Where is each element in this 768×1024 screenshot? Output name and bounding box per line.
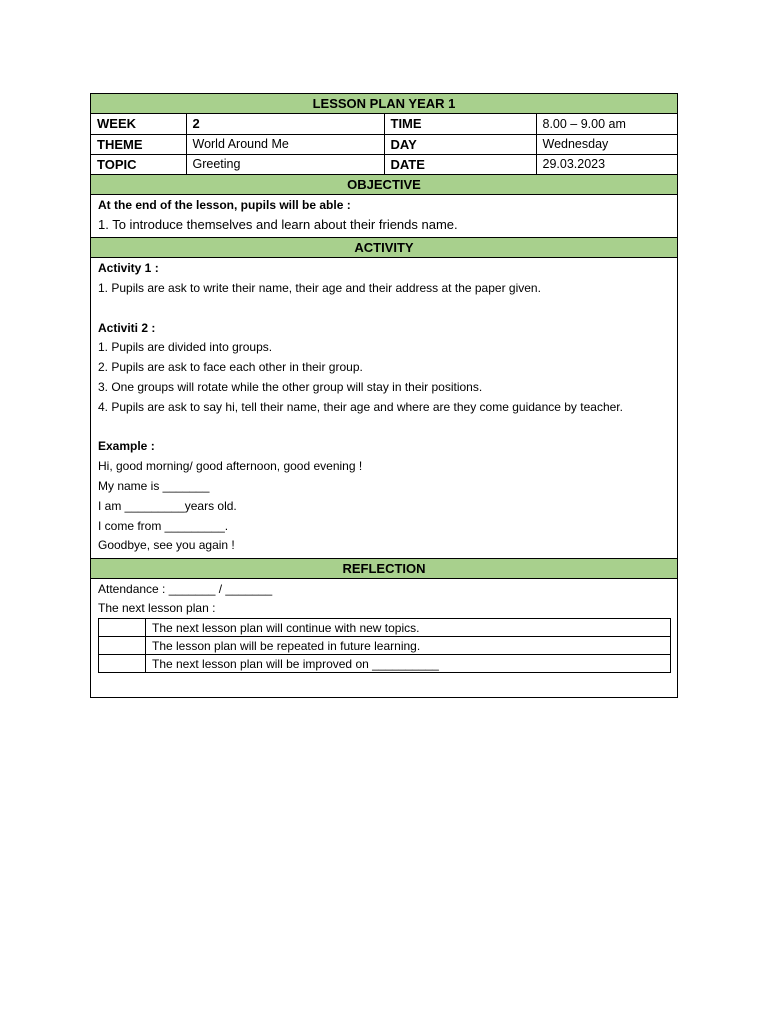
option-row [99,637,671,655]
example-line: I come from _________. [98,518,229,533]
activity-2-step: 2. Pupils are ask to face each other in their group. [98,360,363,375]
date-value: 29.03.2023 [536,154,678,174]
option-label: The next lesson plan will continue with new topics. [146,619,671,637]
activity-1-title: Activity 1 : [98,261,159,276]
week-value: 2 [186,114,384,134]
day-label: DAY [384,134,536,154]
option-checkbox[interactable] [99,637,146,655]
example-line: My name is _______ [98,479,210,494]
example-title: Example : [98,439,155,454]
topic-label: TOPIC [91,154,186,174]
lesson-info-grid [91,114,678,175]
time-label: TIME [384,114,536,134]
activity-2-title: Activiti 2 : [98,320,156,335]
week-label: WEEK [91,114,186,134]
example-line: I am _________years old. [98,498,237,513]
activity-section [91,258,677,559]
option-label: The next lesson plan will be improved on __________ [146,655,671,673]
reflection-section [91,579,677,697]
reflection-heading: REFLECTION [91,559,677,579]
activity-heading: ACTIVITY [91,238,677,258]
activity-2-step: 4. Pupils are ask to say hi, tell their name, their age and where are they come guidance by teacher. [98,399,623,414]
theme-label: THEME [91,134,186,154]
example-line: Hi, good morning/ good afternoon, good evening ! [98,459,363,474]
next-plan-options [98,618,671,673]
option-row [99,655,671,673]
lesson-plan-title: LESSON PLAN YEAR 1 [91,94,677,114]
activity-2-step: 3. One groups will rotate while the other group will stay in their positions. [98,380,483,395]
attendance-line: Attendance : _______ / _______ [98,582,273,597]
theme-value: World Around Me [186,134,384,154]
activity-1-step: 1. Pupils are ask to write their name, their age and their address at the paper given. [98,281,541,296]
day-value: Wednesday [536,134,678,154]
example-line: Goodbye, see you again ! [98,538,235,553]
objective-heading: OBJECTIVE [91,175,677,195]
date-label: DATE [384,154,536,174]
objective-intro: At the end of the lesson, pupils will be able : [98,197,351,212]
objective-section [91,195,677,239]
lesson-plan-table [90,93,678,698]
activity-2-step: 1. Pupils are divided into groups. [98,340,273,355]
next-plan-label: The next lesson plan : [98,601,216,616]
option-checkbox[interactable] [99,619,146,637]
topic-value: Greeting [186,154,384,174]
option-label: The lesson plan will be repeated in future learning. [146,637,671,655]
option-checkbox[interactable] [99,655,146,673]
option-row [99,619,671,637]
time-value: 8.00 – 9.00 am [536,114,678,134]
objective-item: 1. To introduce themselves and learn about their friends name. [98,217,458,233]
